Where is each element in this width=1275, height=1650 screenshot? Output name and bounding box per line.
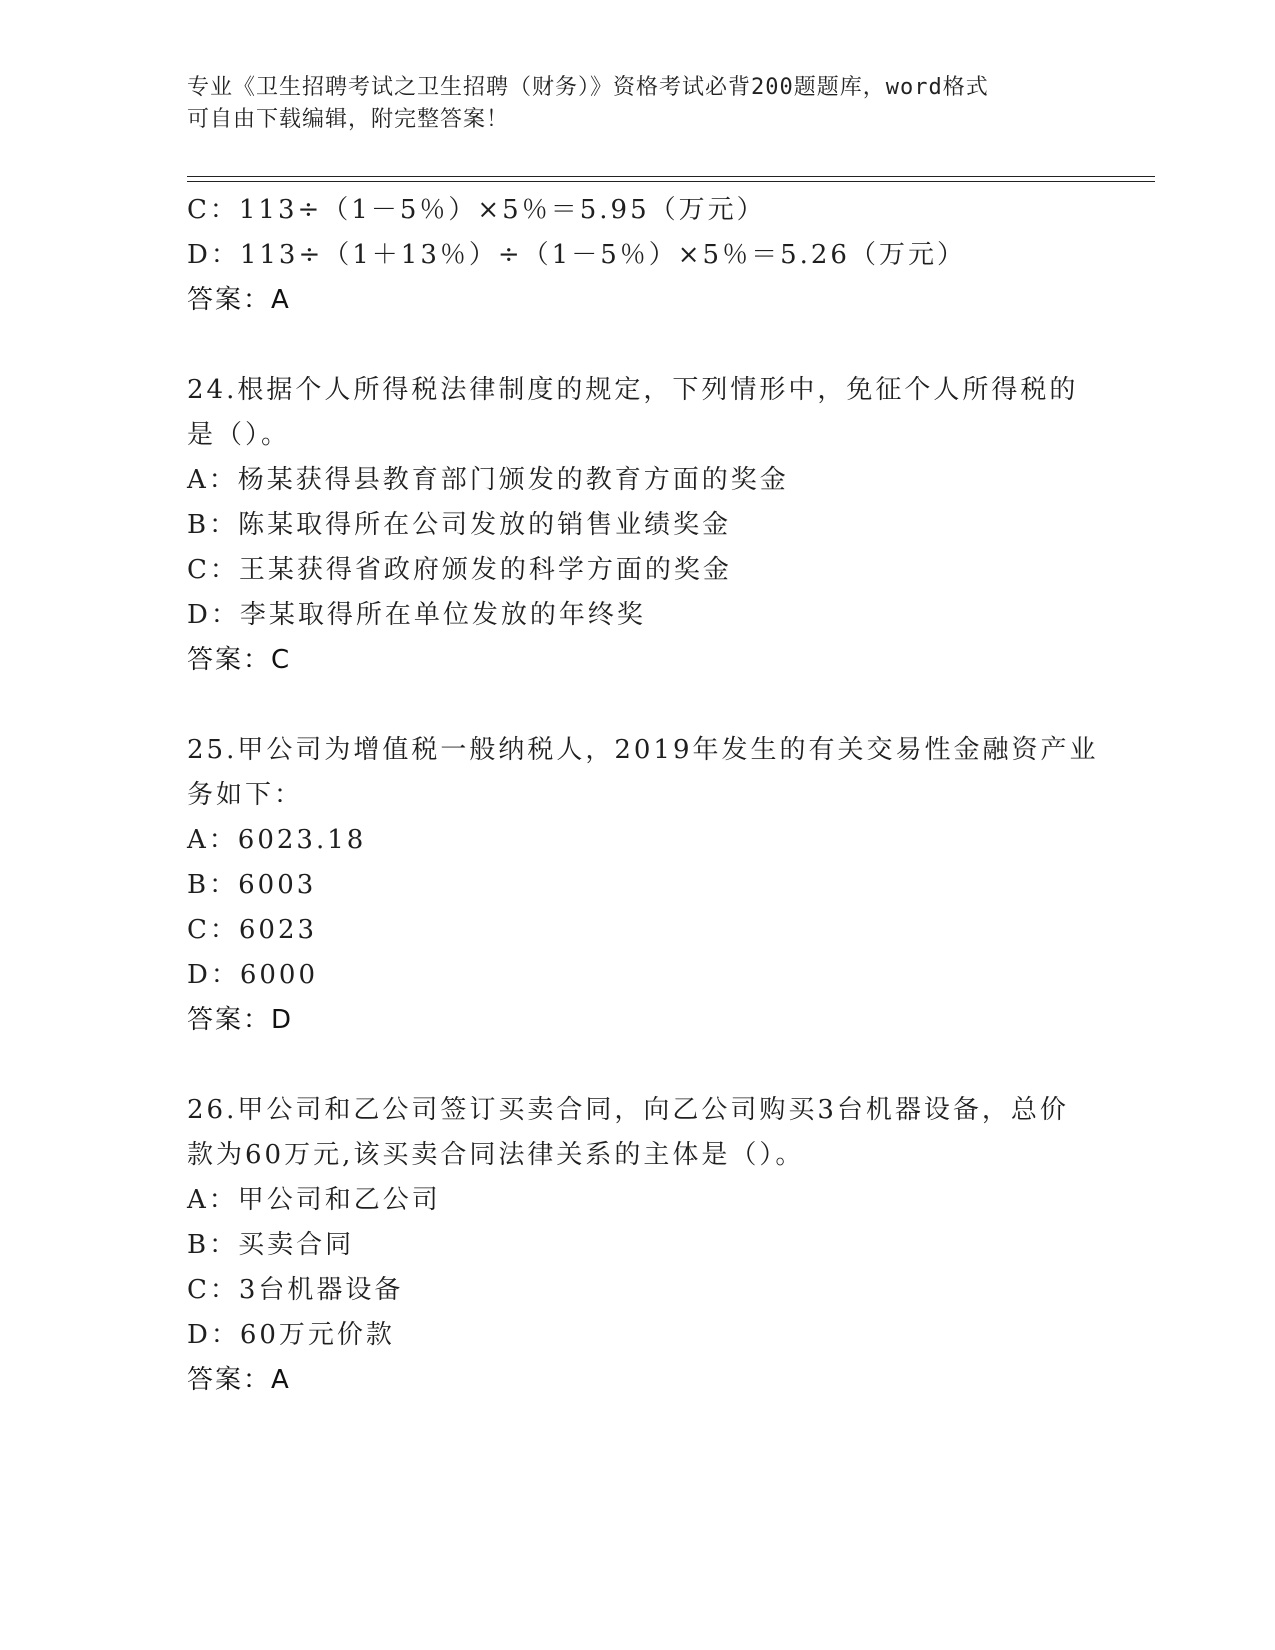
option-a: A：杨某获得县教育部门颁发的教育方面的奖金 [187,465,789,495]
option-c: C：3台机器设备 [187,1275,404,1305]
answer-line: 答案：A [187,285,291,315]
option-c: C：113÷（1－5％）×5％＝5.95（万元） [187,195,766,225]
option-b: B：6003 [187,870,317,900]
question-text-line: 是（）。 [187,420,291,450]
question-text-line: 务如下： [187,780,304,810]
question-block-26 [187,1088,1147,1403]
header-divider-bottom [187,181,1155,182]
option-b: B：买卖合同 [187,1230,355,1260]
header-line-2: 可自由下载编辑，附完整答案！ [187,107,510,132]
option-d: D：6000 [187,960,319,990]
option-d: D：李某取得所在单位发放的年终奖 [187,600,646,630]
question-block-25 [187,728,1147,1043]
option-a: A：6023.18 [187,825,367,855]
question-text-line: 26.甲公司和乙公司签订买卖合同，向乙公司购买3台机器设备，总价 [187,1095,1069,1125]
question-block-23 [187,188,1147,323]
question-block-24 [187,368,1147,683]
option-c: C：6023 [187,915,318,945]
option-c: C：王某获得省政府颁发的科学方面的奖金 [187,555,732,585]
question-text-line: 24.根据个人所得税法律制度的规定，下列情形中，免征个人所得税的 [187,375,1079,405]
header-divider-top [187,176,1155,177]
option-b: B：陈某取得所在公司发放的销售业绩奖金 [187,510,732,540]
question-text-line: 款为60万元,该买卖合同法律关系的主体是（）。 [187,1140,805,1170]
document-body [187,188,1147,1403]
answer-line: 答案：C [187,645,292,675]
question-text-line: 25.甲公司为增值税一般纳税人，2019年发生的有关交易性金融资产业 [187,735,1099,765]
option-d: D：113÷（1＋13％）÷（1－5％）×5％＝5.26（万元） [187,240,966,270]
option-a: A：甲公司和乙公司 [187,1185,441,1215]
document-header [187,72,1087,136]
header-line-1: 专业《卫生招聘考试之卫生招聘（财务）》资格考试必背200题题库，word格式 [187,75,989,100]
answer-line: 答案：A [187,1365,291,1395]
option-d: D：60万元价款 [187,1320,395,1350]
answer-line: 答案：D [187,1005,294,1035]
